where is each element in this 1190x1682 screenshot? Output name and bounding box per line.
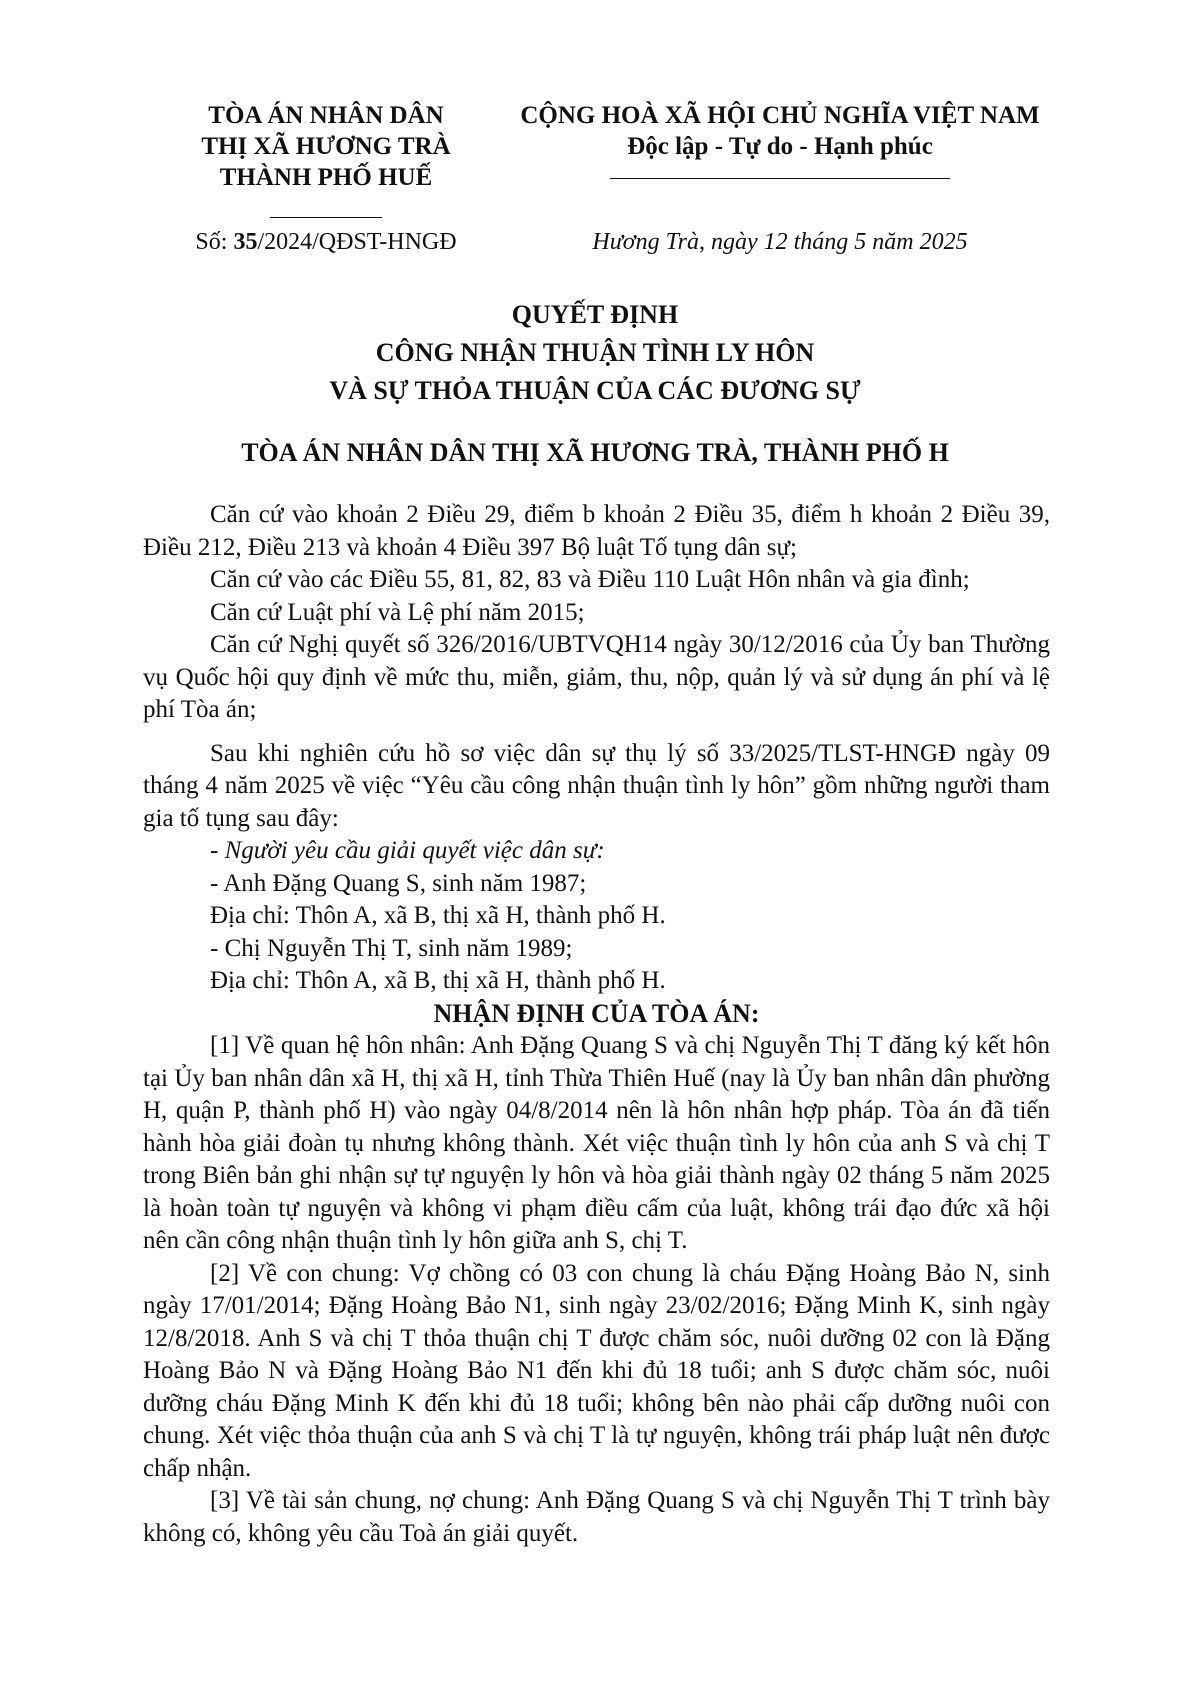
court-name-line-2: THỊ XÃ HƯƠNG TRÀ	[201, 133, 451, 160]
finding-paragraph: [2] Về con chung: Vợ chồng có 03 con chung là cháu Đặng Hoàng Bảo N, sinh ngày 17/01/2014; Đặng Hoàng Bảo N1, sinh ngày 23/02/2016; Đặng Minh K, sinh ngày 12/8/2018. Anh S và chị T thỏa thuận chị T được chăm sóc, nuôi dưỡng 02 con là Đặng Hoàng Bảo N và Đặng Hoàng Bảo N1 đến khi đủ 18 tuổi; anh S được chăm sóc, nuôi dưỡng cháu Đặng Minh K đến khi đủ 18 tuổi; không bên nào phải cấp dưỡng nuôi con chung. Xét việc thỏa thuận của anh S và chị T là tự nguyện, không trái pháp luật nên được chấp nhận.	[143, 1259, 1050, 1482]
document-number-bold: 35	[233, 229, 258, 255]
court-heading: TÒA ÁN NHÂN DÂN THỊ XÃ HƯƠNG TRÀ, THÀNH PHỐ H	[241, 438, 949, 467]
findings-title: NHẬN ĐỊNH CỦA TÒA ÁN:	[433, 998, 760, 1028]
court-name-line-1: TÒA ÁN NHÂN DÂN	[208, 102, 444, 129]
nation-name: CỘNG HOÀ XÃ HỘI CHỦ NGHĨA VIỆT NAM	[520, 102, 1040, 129]
place-date: Hương Trà, ngày 12 tháng 5 năm 2025	[592, 229, 968, 255]
title-line-2: CÔNG NHẬN THUẬN TÌNH LY HÔN	[375, 338, 815, 367]
document-title	[140, 296, 1050, 410]
legal-basis: Căn cứ Luật phí và Lệ phí năm 2015;	[210, 598, 585, 626]
case-intro: Sau khi nghiên cứu hồ sơ việc dân sự thụ lý số 33/2025/TLST-HNGĐ ngày 09 tháng 4 năm 2025 về việc “Yêu cầu công nhận thuận tình ly hôn” gồm những người tham gia tố tụng sau đây:	[143, 739, 1050, 832]
title-line-3: VÀ SỰ THỎA THUẬN CỦA CÁC ĐƯƠNG SỰ	[329, 376, 861, 405]
court-divider	[270, 217, 382, 218]
participant-line: - Anh Đặng Quang S, sinh năm 1987;	[210, 869, 587, 897]
participant-address: Địa chỉ: Thôn A, xã B, thị xã H, thành phố H.	[210, 902, 666, 929]
document-number-prefix: Số:	[195, 229, 234, 255]
national-motto: Độc lập - Tự do - Hạnh phúc	[627, 133, 933, 160]
finding-paragraph: [1] Về quan hệ hôn nhân: Anh Đặng Quang S và chị Nguyễn Thị T đăng ký kết hôn tại Ủy ban nhân dân xã H, thị xã H, tỉnh Thừa Thiên Huế (nay là Ủy ban nhân dân phường H, quận P, thành phố H) vào ngày 04/8/2014 nên là hôn nhân hợp pháp. Tòa án đã tiến hành hòa giải đoàn tụ nhưng không thành. Xét việc thuận tình ly hôn của anh S và chị T trong Biên bản ghi nhận sự tự nguyện ly hôn và hòa giải thành ngày 02 tháng 5 năm 2025 là hoàn toàn tự nguyện và không vi phạm điều cấm của luật, không trái đạo đức xã hội nên cần công nhận thuận tình ly hôn giữa anh S, chị T.	[143, 1032, 1050, 1254]
legal-basis: Căn cứ Nghị quyết số 326/2016/UBTVQH14 ngày 30/12/2016 của Ủy ban Thường vụ Quốc hội quy định về mức thu, miễn, giảm, thu, nộp, quản lý và sử dụng án phí và lệ phí Tòa án;	[143, 631, 1050, 723]
finding-paragraph: [3] Về tài sản chung, nợ chung: Anh Đặng Quang S và chị Nguyễn Thị T trình bày không có, không yêu cầu Toà án giải quyết.	[143, 1487, 1050, 1547]
legal-basis: Căn cứ vào các Điều 55, 81, 82, 83 và Điều 110 Luật Hôn nhân và gia đình;	[210, 566, 970, 593]
court-name-line-3: THÀNH PHỐ HUẾ	[219, 164, 433, 191]
document-number-suffix: /2024/QĐST-HNGĐ	[257, 229, 457, 255]
issuing-court-block	[176, 100, 476, 218]
document-body	[143, 499, 1050, 1550]
motto-divider	[610, 178, 950, 179]
document-number	[176, 229, 476, 256]
national-header	[500, 100, 1060, 179]
participants-heading: - Người yêu cầu giải quyết việc dân sự:	[210, 837, 605, 864]
participant-address: Địa chỉ: Thôn A, xã B, thị xã H, thành phố H.	[210, 967, 666, 994]
participant-line: - Chị Nguyễn Thị T, sinh năm 1989;	[210, 934, 573, 962]
title-line-1: QUYẾT ĐỊNH	[511, 300, 679, 329]
legal-basis: Căn cứ vào khoản 2 Điều 29, điểm b khoản 2 Điều 35, điểm h khoản 2 Điều 39, Điều 212, Điều 213 và khoản 4 Điều 397 Bộ luật Tố tụng dân sự;	[143, 501, 1050, 561]
